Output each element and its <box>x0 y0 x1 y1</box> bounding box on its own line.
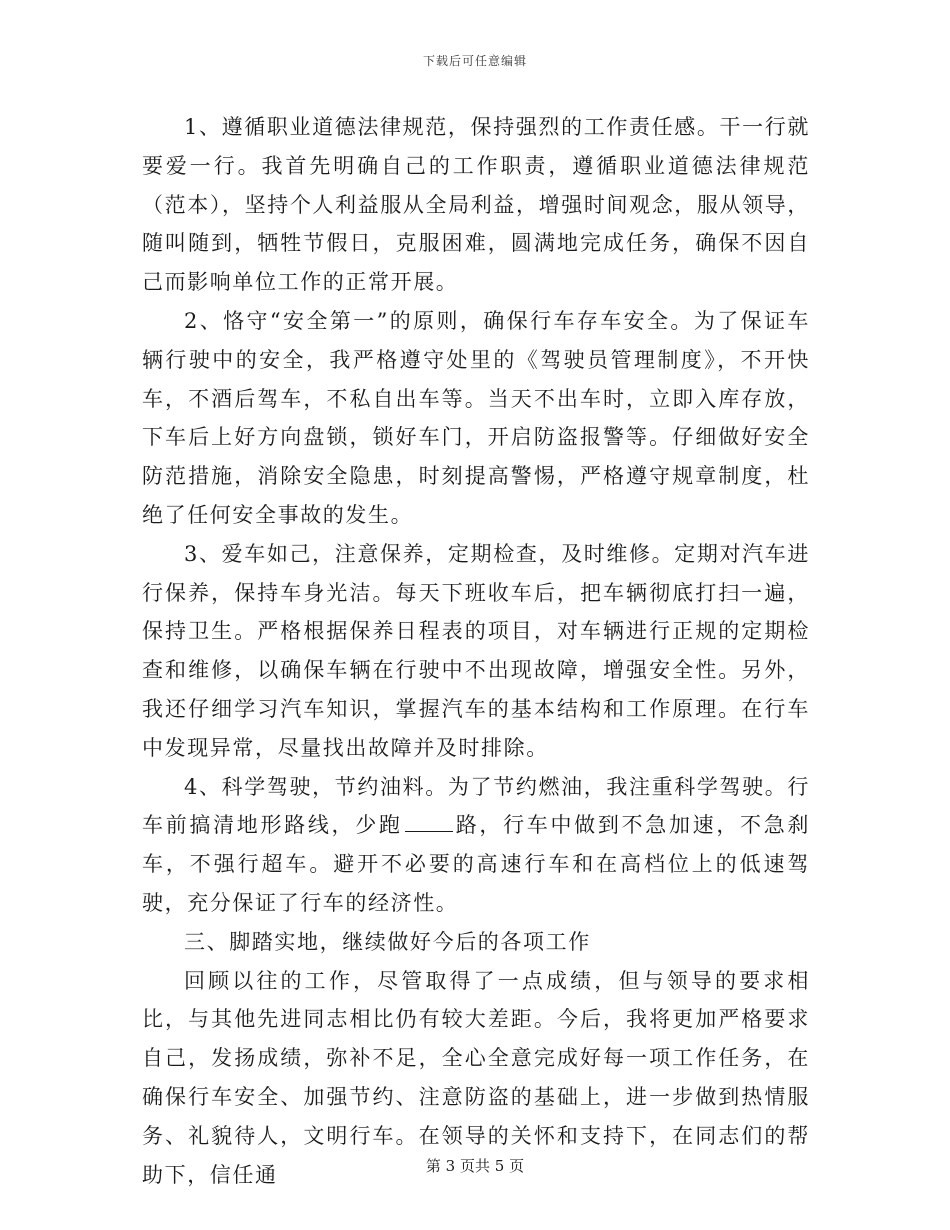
paragraph-1: 1、遵循职业道德法律规范，保持强烈的工作责任感。干一行就要爱一行。我首先明确自己的工作职责，遵循职业道德法律规范（范本），坚持个人利益服从全局利益，增强时间观念，服从领导，随叫随到，牺牲节假日，克服困难，圆满地完成任务，确保不因自己而影响单位工作的正常开展。 <box>142 115 810 295</box>
fill-in-blank <box>405 813 453 832</box>
paragraph-4-part-2: 路，行车中做到不急加速，不急刹车，不强行超车。避开不必要的高速行车和在高档位上的低速驾驶，充分保证了行车的经济性。 <box>142 813 811 915</box>
document-body <box>142 108 810 1194</box>
page-footer: 第 3 页共 5 页 <box>425 1157 525 1175</box>
paragraph-4-part-1: 4、科学驾驶，节约油料。为了节约燃油，我注重科学驾驶。行车前搞清地形路线，少跑 <box>142 774 810 838</box>
paragraph-3: 3、爱车如己，注意保养，定期检查，及时维修。定期对汽车进行保养，保持车身光洁。每天下班收车后，把车辆彻底打扫一遍，保持卫生。严格根据保养日程表的项目，对车辆进行正规的定期检查和维修，以确保车辆在行驶中不出现故障，增强安全性。另外，我还仔细学习汽车知识，掌握汽车的基本结构和工作原理。在行车中发现异常，尽量找出故障并及时排除。 <box>142 541 810 760</box>
section-heading: 三、脚踏实地，继续做好今后的各项工作 <box>184 929 591 954</box>
page-header: 下载后可任意编辑 <box>422 54 527 68</box>
closing-paragraph: 回顾以往的工作，尽管取得了一点成绩，但与领导的要求相比，与其他先进同志相比仍有较大差距。今后，我将更加严格要求自己，发扬成绩，弥补不足，全心全意完成好每一项工作任务，在确保行车安全、加强节约、注意防盗的基础上，进一步做到热情服务、礼貌待人，文明行车。在领导的关怀和支持下，在同志们的帮助下，信任通 <box>142 968 810 1187</box>
paragraph-4 <box>142 768 810 923</box>
paragraph-2: 2、恪守“安全第一”的原则，确保行车存车安全。为了保证车辆行驶中的安全，我严格遵守处里的《驾驶员管理制度》，不开快车，不酒后驾车，不私自出车等。当天不出车时，立即入库存放，下车后上好方向盘锁，锁好车门，开启防盗报警等。仔细做好安全防范措施，消除安全隐患，时刻提高警惕，严格遵守规章制度，杜绝了任何安全事故的发生。 <box>142 308 810 527</box>
